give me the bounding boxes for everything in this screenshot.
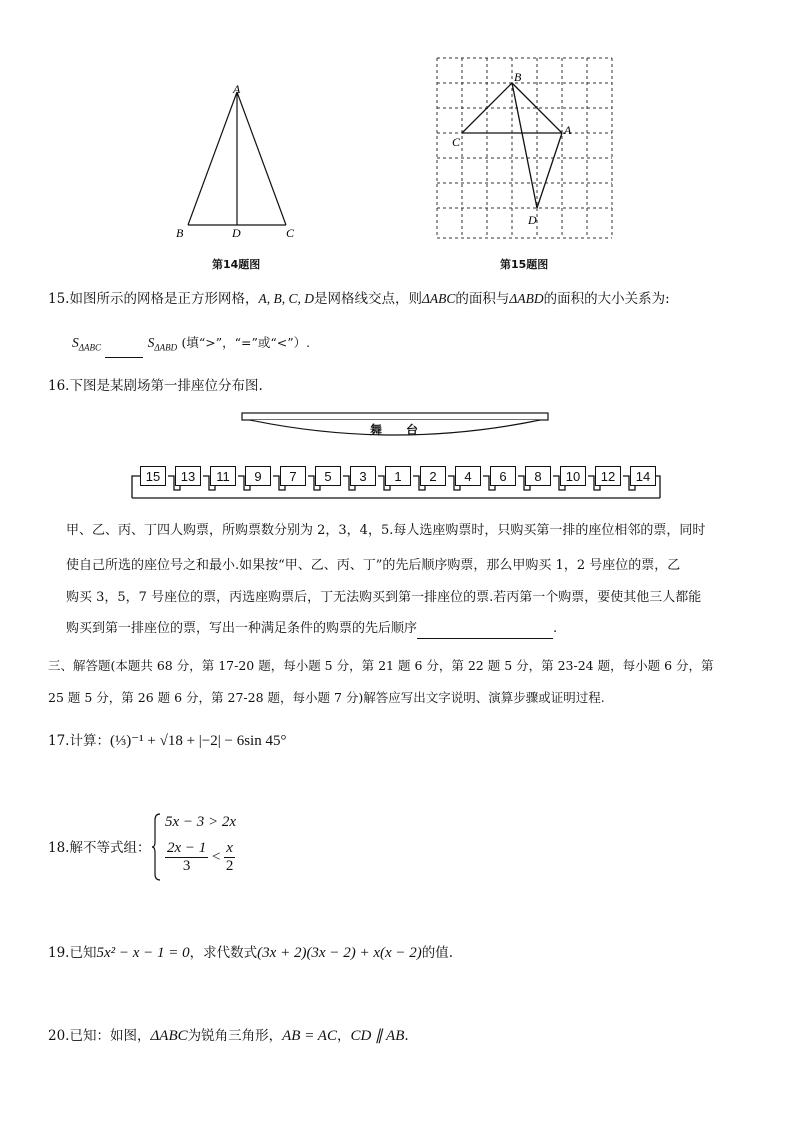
q18-inequality-1: 5x − 3 > 2x	[165, 814, 237, 830]
seat-1: 1	[385, 466, 411, 486]
seat-8: 8	[525, 466, 551, 486]
fig14-label-a: A	[233, 82, 241, 96]
fig14-label-d: D	[232, 226, 241, 240]
q16-line4: 购买到第一排座位的票，写出一种满足条件的购票的先后顺序 .	[66, 619, 557, 639]
seat-13: 13	[175, 466, 201, 486]
seat-11: 11	[210, 466, 236, 486]
fig14-label-c: C	[286, 226, 295, 240]
fig15-label-d: D	[528, 213, 537, 227]
q16-line2: 使自己所选的座位号之和最小.如果按“甲、乙、丙、丁”的先后顺序购票，那么甲购买 1，2 号座位的票，乙	[66, 558, 681, 573]
q15-line1: 15.如图所示的网格是正方形网格，A, B, C, D是网格线交点，则ΔABC的面积与ΔABD的面积的大小关系为:	[48, 291, 670, 307]
section3-line2: 25 题 5 分，第 26 题 6 分，第 27-28 题，每小题 7 分)解答应写出文字说明、演算步骤或证明过程.	[48, 690, 605, 705]
q16-line1: 甲、乙、丙、丁四人购票，所购票数分别为 2，3，4，5.每人选座购票时，只购买第一排的座位相邻的票，同时	[66, 523, 706, 538]
fig15-caption: 第15题图	[500, 258, 549, 271]
figure-14	[170, 82, 310, 242]
seat-5: 5	[315, 466, 341, 486]
q19: 19.已知5x² − x − 1 = 0，求代数式(3x + 2)(3x − 2) + x(x − 2)的值.	[48, 945, 454, 961]
q17-expression: (⅓)⁻¹ + √18 + |−2| − 6sin 45°	[109, 733, 287, 749]
q17: 17.计算：(⅓)⁻¹ + √18 + |−2| − 6sin 45°	[48, 733, 287, 749]
fig14-caption: 第14题图	[212, 258, 261, 271]
seat-12: 12	[595, 466, 621, 486]
seat-3: 3	[350, 466, 376, 486]
q16-answer-blank[interactable]	[417, 621, 553, 639]
seat-14: 14	[630, 466, 656, 486]
q18-prefix: 18.解不等式组：	[48, 840, 151, 856]
q15-answer-blank[interactable]	[105, 339, 143, 358]
fig14-label-b: B	[176, 226, 184, 240]
q18-brace	[152, 812, 162, 882]
q16-intro: 16.下图是某剧场第一排座位分布图.	[48, 378, 263, 394]
q16-line3: 购买 3，5，7 号座位的票，丙选座购票后，丁无法购买到第一排座位的票.若丙第一个购票，要使其他三人都能	[66, 590, 702, 605]
fig15-label-b: B	[514, 70, 522, 84]
q20: 20.已知：如图，ΔABC为锐角三角形，AB = AC，CD ∥ AB.	[48, 1028, 409, 1044]
seat-2: 2	[420, 466, 446, 486]
seat-15: 15	[140, 466, 166, 486]
stage-label: 舞 台	[370, 423, 419, 437]
seat-9: 9	[245, 466, 271, 486]
fig15-label-c: C	[452, 135, 461, 149]
q15-line2: $S_{\Delta ABC}$ $S_{\Delta ABD}$ (填“>”，“=”或“<”）.	[72, 333, 310, 358]
fig15-label-a: A	[564, 123, 572, 137]
seat-7: 7	[280, 466, 306, 486]
q18-inequality-2: $\frac{2x - 1}{3}$ < $\frac{x}{2}$	[167, 840, 234, 874]
seat-4: 4	[455, 466, 481, 486]
seat-6: 6	[490, 466, 516, 486]
section3-line1: 三、解答题(本题共 68 分，第 17-20 题，每小题 5 分，第 21 题 6 分，第 22 题 5 分，第 23-24 题，每小题 6 分，第	[48, 658, 714, 673]
figure-15	[430, 52, 620, 247]
seat-10: 10	[560, 466, 586, 486]
